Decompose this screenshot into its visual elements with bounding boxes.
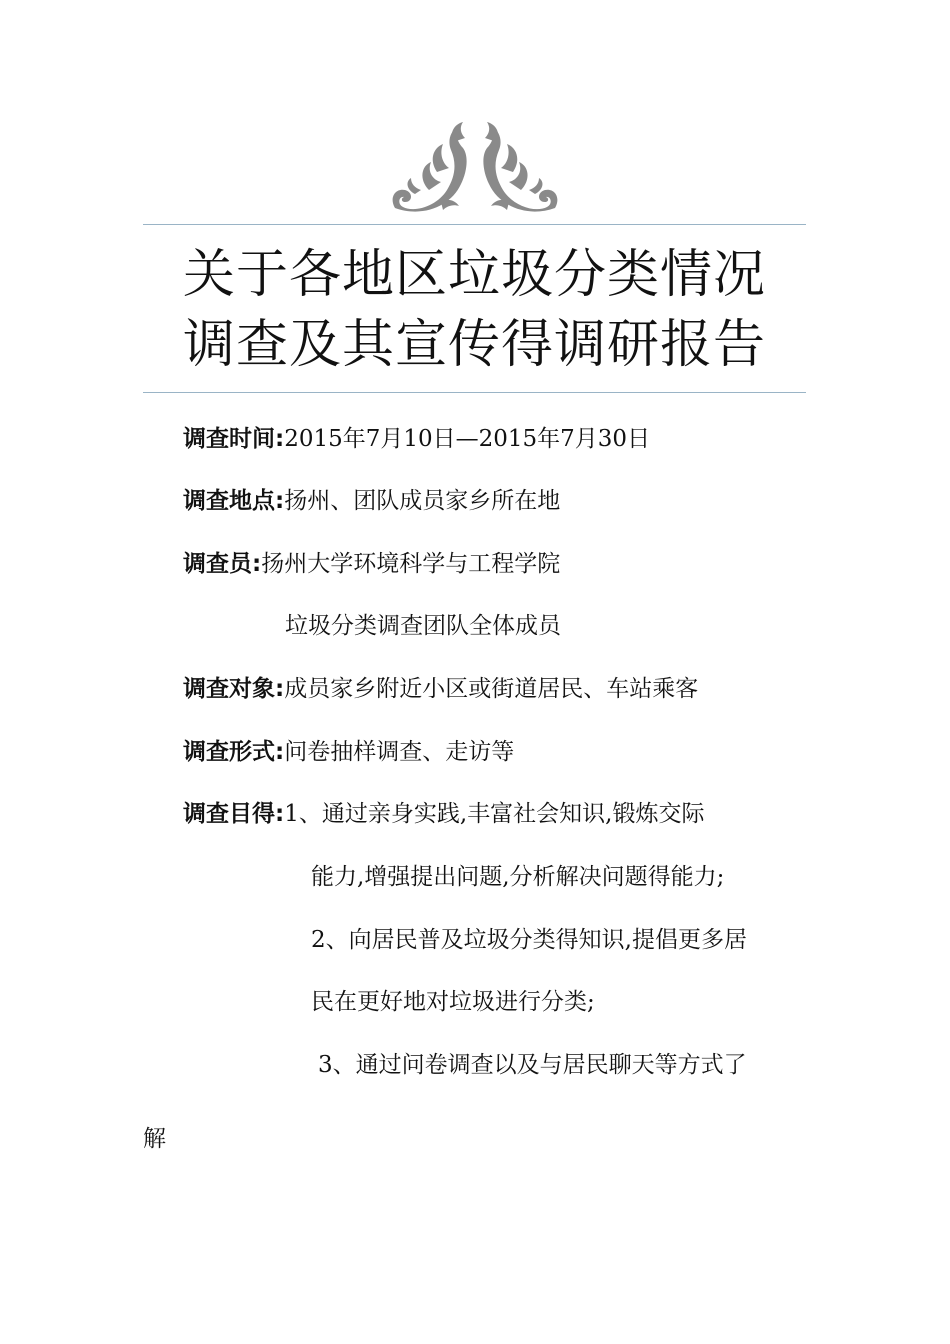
floral-ornament-icon <box>385 120 565 220</box>
field-purpose-line-1: 1、通过亲身实践,丰富社会知识,锻炼交际 <box>284 801 705 827</box>
field-purpose-line-2: 能力,增强提出问题,分析解决问题得能力; <box>311 864 725 890</box>
field-purpose-line-3: 2、向居民普及垃圾分类得知识,提倡更多居 <box>311 927 747 953</box>
field-time <box>183 424 650 454</box>
field-staff-label: 调查员: <box>183 551 262 577</box>
field-purpose-line-6: 解 <box>143 1126 166 1152</box>
field-purpose-line-5: 3、通过问卷调查以及与居民聊天等方式了 <box>318 1052 747 1078</box>
field-purpose-line-4: 民在更好地对垃圾进行分类; <box>311 989 595 1015</box>
field-staff-value-line-2: 垃圾分类调查团队全体成员 <box>285 613 561 639</box>
title-top-rule <box>143 224 806 225</box>
field-place-value: 扬州、团队成员家乡所在地 <box>284 488 561 514</box>
title-bottom-rule <box>143 392 806 393</box>
field-target-value: 成员家乡附近小区或街道居民、车站乘客 <box>284 676 699 702</box>
field-purpose-label: 调查目得: <box>183 801 285 827</box>
field-time-value: 2015年7月10日—2015年7月30日 <box>284 426 651 452</box>
field-purpose <box>183 799 704 829</box>
field-place <box>183 486 560 516</box>
title-line-1: 关于各地区垃圾分类情况 <box>182 245 766 305</box>
field-staff-value: 扬州大学环境科学与工程学院 <box>261 551 561 577</box>
field-staff <box>183 549 560 579</box>
field-time-label: 调查时间: <box>183 426 285 452</box>
field-target <box>183 674 698 704</box>
field-form-value: 问卷抽样调查、走访等 <box>284 739 515 765</box>
field-target-label: 调查对象: <box>183 676 285 702</box>
document-title <box>143 240 806 380</box>
title-line-2: 调查及其宣传得调研报告 <box>182 315 766 375</box>
field-place-label: 调查地点: <box>183 488 285 514</box>
field-form <box>183 737 514 767</box>
field-form-label: 调查形式: <box>183 739 285 765</box>
